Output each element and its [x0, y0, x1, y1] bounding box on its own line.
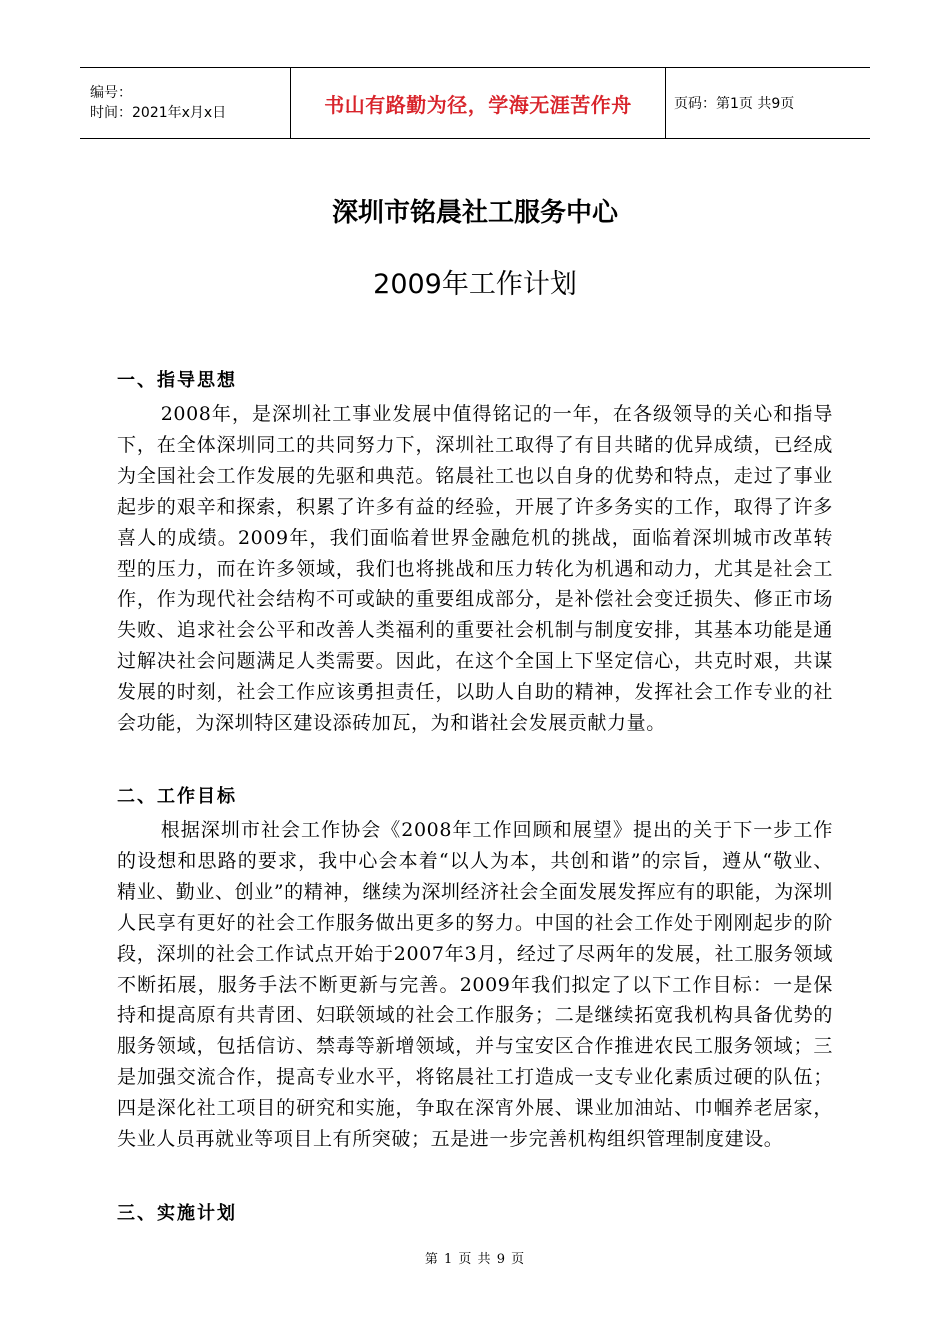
- page-header: [80, 67, 870, 139]
- date-label: 时间：2021年x月x日: [90, 105, 227, 121]
- section-heading-work-goals: 二、工作目标: [117, 786, 237, 807]
- document-title: 深圳市铭晨社工服务中心: [331, 198, 618, 228]
- section-body-work-goals: 根据深圳市社会工作协会《2008年工作回顾和展望》提出的关于下一步工作的设想和思路的要求，我中心会本着“以人为本，共创和谐”的宗旨，遵从“敬业、精业、勤业、创业”的精神，继续为深圳经济社会全面发展发挥应有的职能，为深圳人民享有更好的社会工作服务做出更多的努力。中国的社会工作处于刚刚起步的阶段，深圳的社会工作试点开始于2007年3月，经过了尽两年的发展，社工服务领域不断拓展，服务手法不断更新与完善。2009年我们拟定了以下工作目标：一是保持和提高原有共青团、妇联领域的社会工作服务；二是继续拓宽我机构具备优势的服务领域，包括信访、禁毒等新增领域，并与宝安区合作推进农民工服务领域；三是加强交流合作，提高专业水平，将铭晨社工打造成一支专业化素质过硬的队伍；四是深化社工项目的研究和实施，争取在深宵外展、课业加油站、巾帼养老居家，失业人员再就业等项目上有所突破；五是进一步完善机构组织管理制度建设。: [117, 819, 833, 1151]
- section-heading-guiding-ideology: 一、指导思想: [117, 370, 237, 391]
- section-heading-implementation-plan: 三、实施计划: [117, 1203, 237, 1224]
- header-page-info-cell: [666, 68, 870, 138]
- header-page-info: 页码：第1页 共9页: [674, 96, 795, 112]
- document-subtitle: 2009年工作计划: [373, 269, 577, 300]
- header-motto-cell: [291, 68, 666, 138]
- header-motto: 书山有路勤为径，学海无涯苦作舟: [324, 92, 632, 117]
- number-label: 编号：: [90, 85, 132, 101]
- section-body-guiding-ideology: 2008年，是深圳社工事业发展中值得铭记的一年，在各级领导的关心和指导下，在全体深圳同工的共同努力下，深圳社工取得了有目共睹的优异成绩，已经成为全国社会工作发展的先驱和典范。铭晨社工也以自身的优势和特点，走过了事业起步的艰辛和探索，积累了许多有益的经验，开展了许多务实的工作，取得了许多喜人的成绩。2009年，我们面临着世界金融危机的挑战，面临着深圳城市改革转型的压力，而在许多领域，我们也将挑战和压力转化为机遇和动力，尤其是社会工作，作为现代社会结构不可或缺的重要组成部分，是补偿社会变迁损失、修正市场失败、追求社会公平和改善人类福利的重要社会机制与制度安排，其基本功能是通过解决社会问题满足人类需要。因此，在这个全国上下坚定信心，共克时艰，共谋发展的时刻，社会工作应该勇担责任，以助人自助的精神，发挥社会工作专业的社会功能，为深圳特区建设添砖加瓦，为和谐社会发展贡献力量。: [117, 403, 833, 735]
- header-meta: [80, 68, 291, 138]
- page-footer: 第 1 页 共 9 页: [424, 1252, 526, 1267]
